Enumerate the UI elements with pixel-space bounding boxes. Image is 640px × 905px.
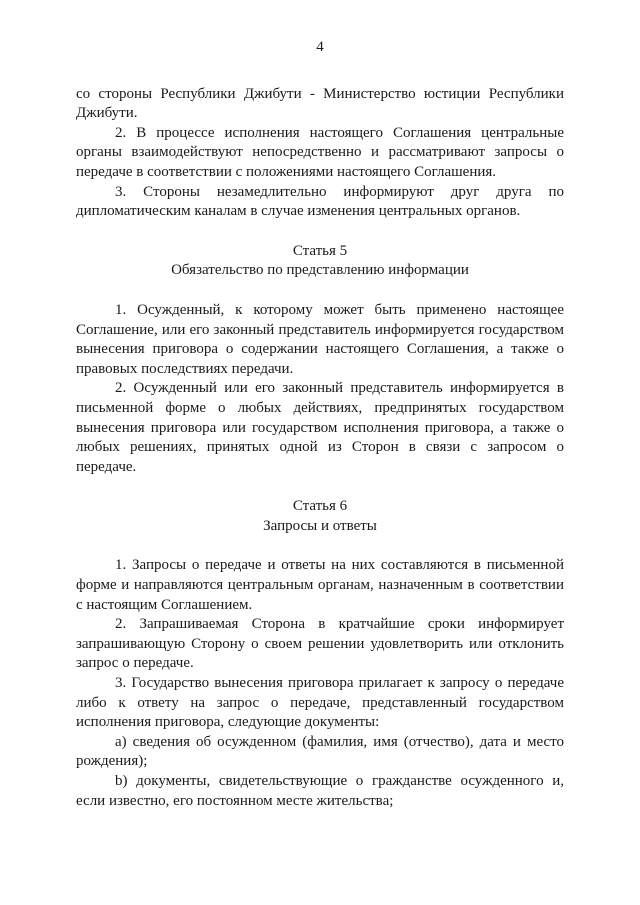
paragraph: 3. Стороны незамедлительно информируют друг друга по дипломатическим каналам в случае изменения центральных органов. xyxy=(76,183,564,220)
article-6-number: Статья 6 xyxy=(292,498,348,515)
paragraph: 1. Запросы о передаче и ответы на них составляются в письменной форме и направляются центральным органам, назначенным в соответствии с настоящим Соглашением. xyxy=(76,557,564,613)
paragraph: 2. Запрашиваемая Сторона в кратчайшие сроки информирует запрашивающую Сторону о своем решении удовлетворить или отклонить запрос о передаче. xyxy=(76,616,564,672)
paragraph: 1. Осужденный, к которому может быть применено настоящее Соглашение, или его законный представитель информируется государством вынесения приговора о содержании настоящего Соглашения, а также о правовых последствиях передачи. xyxy=(76,301,564,377)
list-item: a) сведения об осужденном (фамилия, имя (отчество), дата и место рождения); xyxy=(76,733,564,770)
paragraph: 2. Осужденный или его законный представитель информируется в письменной форме о любых действиях, предпринятых государством вынесения приговора или государством исполнения приговора, а также о любых решениях, принятых одной из Сторон в связи с запросом о передаче. xyxy=(76,380,564,475)
article-6-title: Запросы и ответы xyxy=(263,517,377,534)
article-5-number: Статья 5 xyxy=(292,242,348,259)
article-5-title: Обязательство по представлению информации xyxy=(171,262,469,279)
paragraph-continuation: со стороны Республики Джибути - Министерство юстиции Республики Джибути. xyxy=(76,85,564,122)
list-item: b) документы, свидетельствующие о гражданстве осужденного и, если известно, его постоянном месте жительства; xyxy=(76,773,564,809)
page-number: 4 xyxy=(316,39,324,55)
paragraph: 2. В процессе исполнения настоящего Соглашения центральные органы взаимодействуют непосредственно и рассматривают запросы о передаче в соответствии с положениями настоящего Соглашения. xyxy=(76,124,564,180)
paragraph: 3. Государство вынесения приговора прилагает к запросу о передаче либо к ответу на запрос о передаче, представленный государством исполнения приговора, следующие документы: xyxy=(76,675,564,731)
